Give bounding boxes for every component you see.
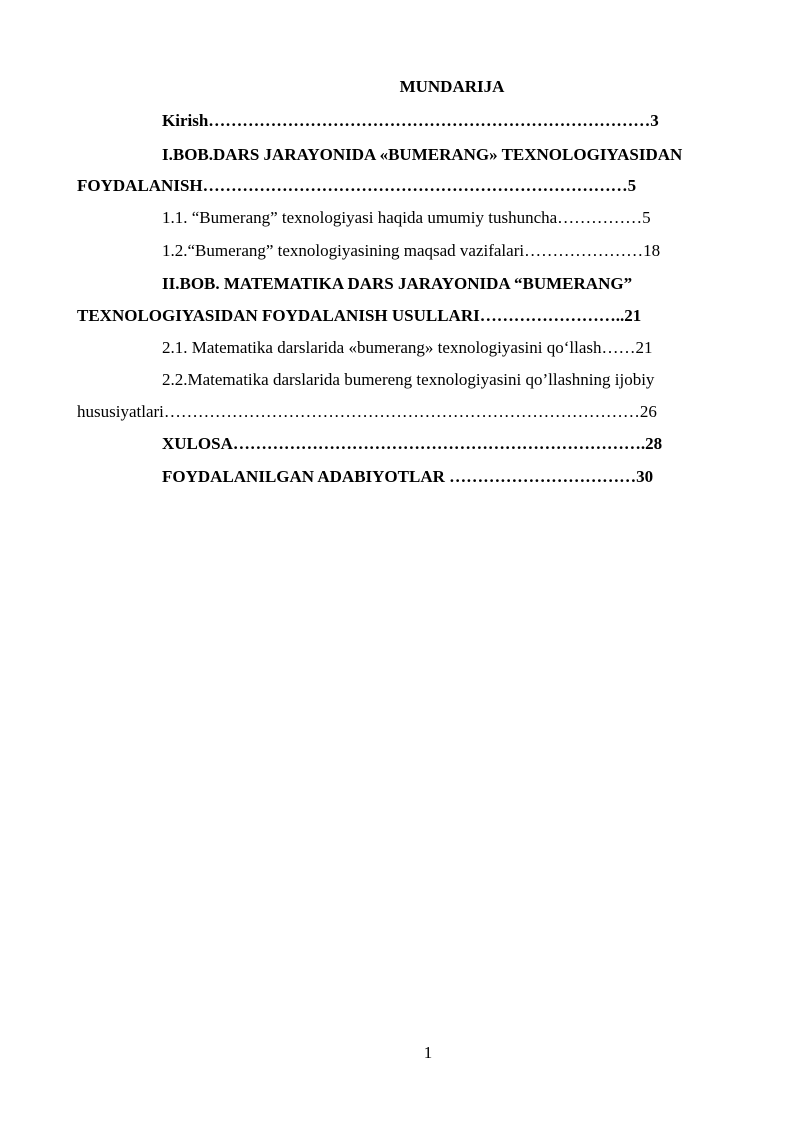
toc-entry-xulosa: XULOSA……………………………………………………………….28 (162, 434, 663, 453)
toc-entry-chapter-1-line-1: I.BOB.DARS JARAYONIDA «BUMERANG» TEXNOLOGIYASIDAN (162, 145, 683, 164)
toc-entry-section-2-2-line-2: hususiyatlari…………………………………………………………………………26 (77, 402, 657, 421)
toc-entry-section-2-1: 2.1. Matematika darslarida «bumerang» texnologiyasini qo‘llash……21 (162, 338, 653, 357)
toc-entry-section-2-2-line-1: 2.2.Matematika darslarida bumereng texnologiyasini qo’llashning ijobiy (162, 370, 655, 389)
toc-entry-chapter-2-line-1: II.BOB. MATEMATIKA DARS JARAYONIDA “BUMERANG” (162, 274, 633, 293)
toc-entry-kirish: Kirish……………………………………………………………………3 (162, 111, 659, 130)
toc-entry-chapter-2-line-2: TEXNOLOGIYASIDAN FOYDALANISH USULLARI……………………..21 (77, 306, 642, 325)
toc-entry-section-1-1: 1.1. “Bumerang” texnologiyasi haqida umumiy tushuncha……………5 (162, 208, 651, 227)
page-number: 1 (423, 1043, 433, 1062)
toc-entry-section-1-2: 1.2.“Bumerang” texnologiyasining maqsad vazifalari…………………18 (162, 241, 661, 260)
toc-entry-adabiyotlar: FOYDALANILGAN ADABIYOTLAR ……………………………30 (162, 467, 654, 486)
toc-entry-chapter-1-line-2: FOYDALANISH…………………………………………………………………5 (77, 176, 637, 195)
page-title: MUNDARIJA (399, 77, 505, 96)
